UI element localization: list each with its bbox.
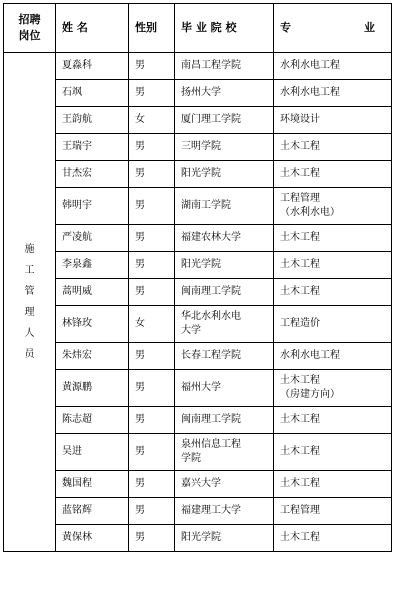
cell-school-line: 福建理工大学 (181, 505, 241, 516)
cell-name: 王韵航 (56, 107, 129, 134)
cell-name: 黄源鹏 (56, 370, 129, 407)
table-row (4, 306, 392, 343)
cell-gender: 男 (129, 370, 175, 407)
cell-major-line: 工程管理 (280, 505, 320, 516)
header-row (4, 4, 392, 53)
cell-major-line: （水利水电） (280, 207, 340, 218)
cell-school-line: 泉州信息工程 (181, 439, 241, 450)
cell-school-line: 湖南工学院 (181, 200, 231, 211)
cell-school (175, 471, 274, 498)
cell-school-line: 福州大学 (181, 382, 221, 393)
cell-major-line: 土木工程 (280, 286, 320, 297)
header-post (4, 4, 56, 53)
table-row (4, 471, 392, 498)
post-char: 施 (24, 244, 35, 255)
header-post-line1: 招聘 (18, 13, 41, 26)
cell-school (175, 279, 274, 306)
cell-gender: 男 (129, 252, 175, 279)
cell-major (274, 434, 392, 471)
cell-gender: 男 (129, 434, 175, 471)
cell-gender: 男 (129, 134, 175, 161)
table-row (4, 53, 392, 80)
table-row (4, 370, 392, 407)
cell-school (175, 53, 274, 80)
cell-school-line: 闽南理工学院 (181, 414, 241, 425)
header-school (175, 4, 274, 53)
cell-school (175, 525, 274, 552)
cell-gender: 男 (129, 161, 175, 188)
header-name-label: 姓 名 (62, 21, 88, 34)
header-major-left: 专 (280, 21, 291, 34)
table-row (4, 525, 392, 552)
cell-major (274, 471, 392, 498)
cell-gender: 男 (129, 188, 175, 225)
cell-major (274, 525, 392, 552)
cell-name: 蓝铭辉 (56, 498, 129, 525)
cell-gender: 男 (129, 525, 175, 552)
cell-major (274, 188, 392, 225)
cell-major-line: 土木工程 (280, 478, 320, 489)
table-row (4, 407, 392, 434)
cell-gender: 男 (129, 498, 175, 525)
cell-major-line: 水利水电工程 (280, 87, 340, 98)
cell-name: 魏国程 (56, 471, 129, 498)
table-row (4, 434, 392, 471)
cell-school-line: 阳光学院 (181, 168, 221, 179)
cell-gender: 男 (129, 471, 175, 498)
cell-school (175, 161, 274, 188)
cell-gender: 男 (129, 225, 175, 252)
post-char: 管 (24, 286, 35, 297)
cell-major-line: 土木工程 (280, 259, 320, 270)
cell-school-line: 阳光学院 (181, 259, 221, 270)
cell-school-line: 阳光学院 (181, 532, 221, 543)
cell-name: 石飒 (56, 80, 129, 107)
cell-major (274, 134, 392, 161)
header-major-right: 业 (364, 21, 375, 34)
cell-major-line: 土木工程 (280, 168, 320, 179)
cell-school (175, 225, 274, 252)
cell-name: 吴进 (56, 434, 129, 471)
cell-gender: 女 (129, 306, 175, 343)
cell-major (274, 498, 392, 525)
table-row (4, 498, 392, 525)
cell-major-line: 土木工程 (280, 414, 320, 425)
cell-name: 王瑞宇 (56, 134, 129, 161)
post-char: 人 (24, 328, 35, 339)
cell-major (274, 407, 392, 434)
cell-major-line: （房建方向） (280, 389, 340, 400)
cell-school (175, 252, 274, 279)
cell-school (175, 188, 274, 225)
cell-major (274, 161, 392, 188)
cell-gender: 男 (129, 53, 175, 80)
cell-school-line: 嘉兴大学 (181, 478, 221, 489)
cell-name: 夏淼科 (56, 53, 129, 80)
cell-school-line: 大学 (181, 325, 201, 336)
cell-major-line: 环境设计 (280, 114, 320, 125)
table-row (4, 161, 392, 188)
cell-school (175, 498, 274, 525)
cell-school-line: 华北水利水电 (181, 311, 241, 322)
cell-school (175, 306, 274, 343)
cell-gender: 男 (129, 80, 175, 107)
cell-major-line: 水利水电工程 (280, 60, 340, 71)
post-char: 员 (24, 349, 35, 360)
cell-major-line: 水利水电工程 (280, 350, 340, 361)
cell-name: 陈志超 (56, 407, 129, 434)
cell-major (274, 225, 392, 252)
cell-major-line: 工程造价 (280, 318, 320, 329)
cell-gender: 女 (129, 107, 175, 134)
header-gender (129, 4, 175, 53)
cell-school-line: 厦门理工学院 (181, 114, 241, 125)
cell-major (274, 343, 392, 370)
post-char: 理 (24, 307, 35, 318)
cell-school-line: 三明学院 (181, 141, 221, 152)
cell-major-line: 土木工程 (280, 141, 320, 152)
table-row (4, 80, 392, 107)
cell-name: 林锋玫 (56, 306, 129, 343)
cell-school-line: 扬州大学 (181, 87, 221, 98)
cell-major (274, 107, 392, 134)
cell-gender: 男 (129, 343, 175, 370)
cell-major (274, 279, 392, 306)
cell-gender: 男 (129, 407, 175, 434)
cell-school (175, 434, 274, 471)
cell-name: 黄保林 (56, 525, 129, 552)
cell-major (274, 80, 392, 107)
cell-name: 蒿明威 (56, 279, 129, 306)
header-gender-label: 性别 (135, 21, 157, 34)
cell-major (274, 306, 392, 343)
cell-school (175, 407, 274, 434)
post-char: 工 (24, 265, 35, 276)
cell-major (274, 370, 392, 407)
cell-name: 严凌航 (56, 225, 129, 252)
cell-school (175, 134, 274, 161)
cell-school (175, 343, 274, 370)
cell-major-line: 土木工程 (280, 232, 320, 243)
cell-school-line: 长春工程学院 (181, 350, 241, 361)
cell-major-line: 工程管理 (280, 193, 320, 204)
post-cell (4, 53, 56, 552)
recruitment-table (3, 3, 392, 552)
table-row (4, 225, 392, 252)
header-post-line2: 岗位 (18, 29, 41, 42)
cell-school (175, 107, 274, 134)
table-body (4, 53, 392, 552)
cell-school (175, 370, 274, 407)
cell-name: 朱炜宏 (56, 343, 129, 370)
cell-major-line: 土木工程 (280, 532, 320, 543)
cell-name: 李泉鑫 (56, 252, 129, 279)
cell-school (175, 80, 274, 107)
cell-school-line: 学院 (181, 453, 201, 464)
table-row (4, 188, 392, 225)
cell-school-line: 闽南理工学院 (181, 286, 241, 297)
table-row (4, 343, 392, 370)
table-row (4, 279, 392, 306)
cell-major-line: 土木工程 (280, 375, 320, 386)
header-school-label: 毕 业 院 校 (181, 21, 237, 34)
cell-name: 甘杰宏 (56, 161, 129, 188)
table-row (4, 252, 392, 279)
header-major (274, 4, 392, 53)
header-name (56, 4, 129, 53)
cell-major-line: 土木工程 (280, 446, 320, 457)
table-row (4, 107, 392, 134)
cell-gender: 男 (129, 279, 175, 306)
cell-school-line: 福建农林大学 (181, 232, 241, 243)
cell-major (274, 252, 392, 279)
cell-school-line: 南昌工程学院 (181, 60, 241, 71)
cell-major (274, 53, 392, 80)
table-row (4, 134, 392, 161)
cell-name: 韩明宇 (56, 188, 129, 225)
